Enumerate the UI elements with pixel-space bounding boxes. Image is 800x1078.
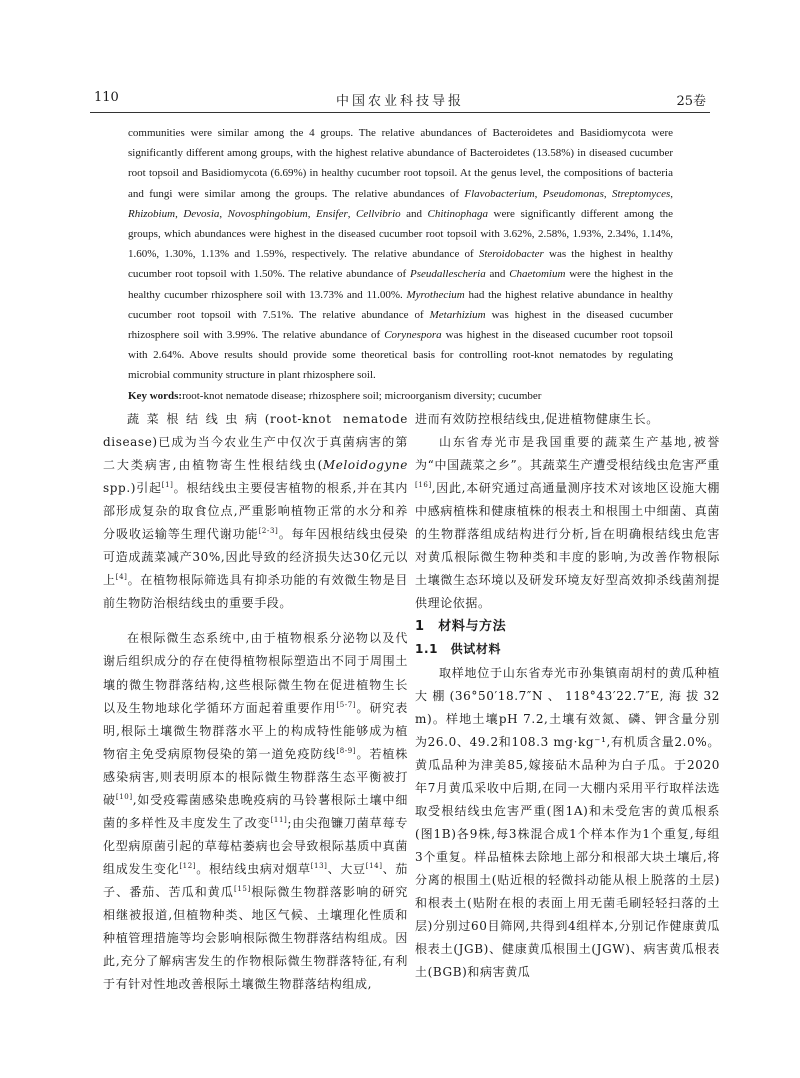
citation: [15] — [234, 884, 251, 893]
section-heading: 1 材料与方法 — [415, 619, 507, 635]
genus-name: Steroidobacter — [478, 248, 544, 261]
right-column — [415, 408, 720, 984]
page-number: 110 — [94, 90, 119, 105]
citation: [10] — [115, 792, 133, 801]
subsection-heading: 1.1 供试材料 — [415, 642, 502, 657]
genus-name: Myrothecium — [406, 288, 465, 301]
genus-name: Corynespora — [384, 329, 442, 342]
genus-name: Pseudallescheria — [409, 268, 486, 281]
journal-title: 中国农业科技导报 — [335, 94, 464, 109]
genus-name: Chitinophaga — [427, 207, 489, 220]
citation: [8-9] — [336, 746, 357, 755]
genus-name: Ensifer — [315, 207, 348, 220]
running-header — [90, 88, 710, 113]
citation: [2-3] — [258, 527, 279, 536]
citation: [13] — [310, 861, 328, 870]
genus-name: Devosia — [183, 207, 220, 220]
paragraph: 蔬菜根结线虫病(root-knot nematode disease)已成为当今农业生产中仅次于真菌病害的第二大类病害,由植物寄生性根结线虫(Meloidogyne spp.)引起[1]。根结线虫主要侵害植物的根系,并在其内部形成复杂的取食位点,严重影响植物正常的水分和养分吸收运输等生理代谢功能[2-3]。每年因根结线虫侵染可造成蔬菜减产30%,因此导致的经济损失达30亿元以上[4]。在植物根际筛选具有抑杀功能的有效微生物是目前生物防治根结线虫的重要手段。 — [103, 412, 409, 611]
genus-name: Chaetomium — [509, 268, 566, 281]
genus-name: Metarhizium — [429, 308, 486, 321]
keywords-list: root-knot nematode disease; rhizosphere soil; microorganism diversity; cucumber — [182, 389, 542, 402]
citation: [16] — [415, 481, 432, 490]
citation: [14] — [365, 861, 383, 870]
genus-name: Pseudomonas — [542, 187, 604, 200]
paragraph: 在根际微生态系统中,由于植物根系分泌物以及代谢后组织成分的存在使得植物根际塑造出不同于周围土壤的微生物群落结构,这些根际微生物在促进植物生长以及生物地球化学循环方面起着重要作用[5-7]。研究表明,根际土壤微生物群落水平上的构成特性能够成为植物宿主免受病原物侵染的第一道免疫防线[8-9]。若植株感染病害,则表明原本的根际微生物群落生态平衡被打破[10],如受疫霉菌感染患晚疫病的马铃薯根际土壤中细菌的多样性及丰度发生了改变[11];由尖孢镰刀菌草莓专化型病原菌引起的草莓枯萎病也会导致根际基质中真菌组成发生变化[12]。根结线虫病对烟草[13]、大豆[14]、茄子、番茄、苦瓜和黄瓜[15]根际微生物群落影响的研究相继被报道,但植物种类、地区气候、土壤理化性质和种植管理措施等均会影响根际微生物群落结构组成。因此,充分了解病害发生的作物根际微生物群落特征,有利于有针对性地改善根际土壤微生物群落结构组成, — [103, 631, 409, 992]
genus-name: Flavobacterium — [464, 187, 535, 200]
keywords — [128, 386, 673, 406]
paragraph: 进而有效防控根结线虫,促进植物健康生长。 — [415, 412, 659, 426]
citation: [11] — [270, 815, 288, 824]
citation: [5-7] — [336, 700, 357, 709]
citation: [12] — [179, 861, 197, 870]
volume-label: 25卷 — [676, 94, 706, 109]
species-name: Meloidogyne — [322, 458, 408, 473]
paragraph: 取样地位于山东省寿光市孙集镇南胡村的黄瓜种植大棚(36°50′18.7″N、118°43′22.7″E,海拔32 m)。样地土壤pH 7.2,土壤有效氮、磷、钾含量分别为26.0、49.2和108.3 mg·kg⁻¹,有机质含量2.0%。黄瓜品种为津美85,嫁接砧木品种为白子瓜。于2020年7月黄瓜采收中后期,在同一大棚内采用平行取样法选取受根结线虫危害严重(图1A)和未受危害的黄瓜根系(图1B)各9株,每3株混合成1个样本作为1个重复,每组3个重复。样品植株去除地上部分和根部大块土壤后,将分离的根围土(贴近根的轻微抖动能从根上脱落的土层)和根表土(贴附在根的表面上用无菌毛刷轻轻扫落的土层)分别过60目筛网,共得到4组样本,分别记作健康黄瓜根表土(JGB)、健康黄瓜根围土(JGW)、病害黄瓜根表土(BGB)和病害黄瓜 — [415, 665, 720, 980]
genus-name: Cellvibrio — [356, 207, 401, 220]
citation: [4] — [115, 573, 128, 582]
genus-name: Rhizobium — [128, 207, 176, 220]
paragraph: 山东省寿光市是我国重要的蔬菜生产基地,被誉为“中国蔬菜之乡”。其蔬菜生产遭受根结线虫危害严重[16],因此,本研究通过高通量测序技术对该地区设施大棚中感病植株和健康植株的根表土和根围土中细菌、真菌的生物群落组成结构进行分析,旨在明确根结线虫危害对黄瓜根际微生物种类和丰度的影响,为改善作物根际土壤微生态环境以及研发环境友好型高效抑杀线菌剂提供理论依据。 — [415, 435, 720, 611]
genus-name: Novosphingobium — [227, 207, 308, 220]
citation: [1] — [161, 481, 174, 490]
abstract-text: communities were similar among the 4 groups. The relative abundances of Bacteroidetes and Basidiomycota were significantly different among groups, with the highest relative abundance of Bacteroidetes (13.58%) in diseased cucumber root topsoil and Basidiomycota (6.69%) in healthy cucumber root topsoil. At the genus level, the compositions of bacteria and fungi were similar among the groups. The relative abundances of Flavobacterium, Pseudomonas, Streptomyces, Rhizobium, Devosia, Novosphingobium, Ensifer, Cellvibrio and Chitinophaga were significantly different among the groups, which abundances were highest in the diseased cucumber root topsoil with 3.62%, 2.58%, 1.93%, 2.34%, 1.14%, 1.60%, 1.30%, 1.13% and 1.59%, respectively. The relative abundance of Steroidobacter was the highest in healthy cucumber root topsoil with 1.50%. The relative abundance of Pseudallescheria and Chaetomium were the highest in the healthy cucumber rhizosphere soil with 13.73% and 11.00%. Myrothecium had the highest relative abundance in healthy cucumber root topsoil with 7.51%. The relative abundance of Metarhizium was highest in the diseased cucumber rhizosphere soil with 3.99%. The relative abundance of Corynespora was highest in the diseased cucumber root topsoil with 2.64%. Above results should provide some theoretical basis for controlling root-knot nematodes by regulating microbial community structure in plant rhizosphere soil. — [128, 127, 674, 382]
genus-name: Streptomyces — [612, 187, 671, 200]
left-column — [103, 408, 408, 996]
keywords-label: Key words: — [128, 389, 183, 402]
english-abstract — [128, 123, 673, 406]
